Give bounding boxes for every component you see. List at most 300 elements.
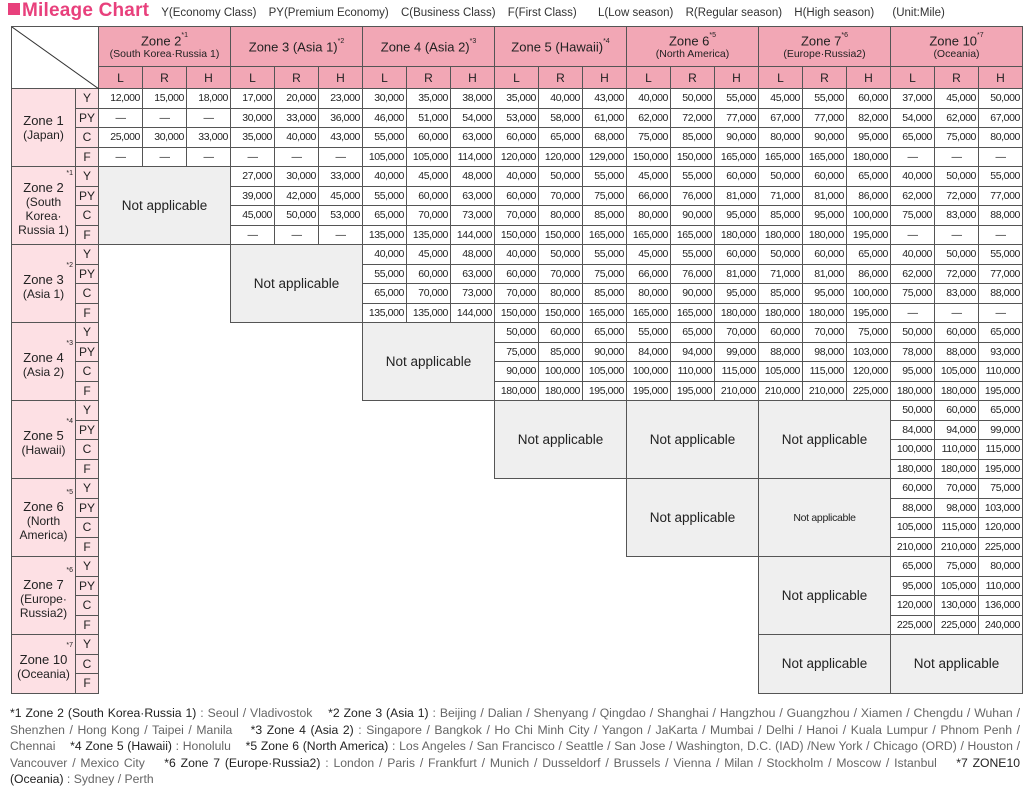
mileage-value: 72,000 [671,108,715,128]
mileage-value: 150,000 [627,147,671,167]
season-header: R [803,67,847,89]
class-label: PY [76,342,99,362]
mileage-value: 150,000 [671,147,715,167]
legend-f: F(First Class) [507,7,577,19]
mileage-value: 90,000 [671,206,715,226]
mileage-value: 80,000 [627,284,671,304]
class-label: F [76,147,99,167]
mileage-value: 83,000 [935,206,979,226]
class-label: F [76,381,99,401]
title-bar [8,0,945,24]
legend-l: L(Low season) [597,7,674,19]
mileage-value: 55,000 [979,245,1023,265]
class-label: Y [76,89,99,109]
mileage-value: 55,000 [583,167,627,187]
mileage-value: 72,000 [935,186,979,206]
footnote-marker: *7 [977,31,984,39]
class-label: C [76,362,99,382]
class-label: C [76,206,99,226]
mileage-value: 86,000 [847,186,891,206]
zone-name: Zone 10 [929,33,978,49]
not-applicable-cell: Not applicable [759,479,891,557]
footnote-marker: *4 [603,38,610,46]
origin-zone-header [12,89,76,167]
mileage-value: 66,000 [627,264,671,284]
empty-region [99,401,495,479]
mileage-value: 67,000 [759,108,803,128]
legend-c: C(Business Class) [400,7,496,19]
mileage-value: 60,000 [715,167,759,187]
mileage-value: 85,000 [759,284,803,304]
mileage-value: 37,000 [891,89,935,109]
mileage-value: 55,000 [363,264,407,284]
mileage-value: 40,000 [891,245,935,265]
mileage-value: 55,000 [671,167,715,187]
mileage-value: 195,000 [979,459,1023,479]
mileage-value: 72,000 [935,264,979,284]
mileage-value: 94,000 [671,342,715,362]
class-label: Y [76,635,99,655]
table-row [12,557,1023,577]
mileage-value: 15,000 [143,89,187,109]
mileage-value: 65,000 [363,284,407,304]
mileage-value: — [143,108,187,128]
not-applicable-cell: Not applicable [495,401,627,479]
mileage-value: 95,000 [847,128,891,148]
mileage-value: 120,000 [495,147,539,167]
mileage-value: 80,000 [979,128,1023,148]
season-header: R [407,67,451,89]
mileage-value: 81,000 [803,186,847,206]
zone-name: Zone 5 (Hawaii) [511,39,604,55]
mileage-value: 39,000 [231,186,275,206]
mileage-value: 210,000 [935,537,979,557]
mileage-value: 50,000 [979,89,1023,109]
mileage-value: 45,000 [759,89,803,109]
footnote-marker: *1 [181,31,189,39]
mileage-value: 55,000 [583,245,627,265]
mileage-value: 77,000 [979,186,1023,206]
mileage-value: 136,000 [979,596,1023,616]
mileage-value: 25,000 [99,128,143,148]
mileage-value: 45,000 [319,186,363,206]
class-label: Y [76,323,99,343]
mileage-value: 103,000 [847,342,891,362]
season-header: L [231,67,275,89]
mileage-value: 60,000 [891,479,935,499]
separator: : [63,772,74,787]
mileage-value: 99,000 [979,420,1023,440]
class-label: PY [76,420,99,440]
mileage-value: 60,000 [407,264,451,284]
mileage-value: 75,000 [627,128,671,148]
mileage-value: 120,000 [891,596,935,616]
mileage-value: 81,000 [803,264,847,284]
mileage-value: 70,000 [935,479,979,499]
mileage-value: 63,000 [451,264,495,284]
mileage-value: 180,000 [847,147,891,167]
mileage-value: 105,000 [407,147,451,167]
not-applicable-cell: Not applicable [891,635,1023,694]
origin-zone-header [12,401,76,479]
zone-column-header [627,27,759,67]
origin-zone-region: (North America) [19,514,68,542]
mileage-value: 195,000 [979,381,1023,401]
empty-region [99,557,759,635]
table-row [12,401,1023,421]
mileage-value: 50,000 [935,245,979,265]
mileage-value: 70,000 [407,284,451,304]
footnote-marker: *5 [709,31,717,39]
origin-zone-header [12,323,76,401]
mileage-value: 55,000 [363,186,407,206]
not-applicable-cell: Not applicable [99,167,231,245]
season-header: H [451,67,495,89]
mileage-value: 40,000 [539,89,583,109]
season-header: L [627,67,671,89]
mileage-value: 80,000 [979,557,1023,577]
mileage-table [11,26,1023,694]
origin-zone-name: Zone 6 [23,499,64,514]
mileage-value: 77,000 [715,108,759,128]
empty-region [99,479,627,557]
mileage-value: 61,000 [583,108,627,128]
footnote-cities: Los Angeles / San Francisco / Seattle / San Jose / Washington, D.C. (IAD) /New York / Chicago (ORD) / Houston / Vancouver / Mexico City [10,739,1021,770]
separator: : [196,706,208,720]
season-header: L [495,67,539,89]
origin-zone-region: (Asia 2) [22,365,65,379]
mileage-value: 43,000 [319,128,363,148]
not-applicable-cell: Not applicable [759,635,891,694]
mileage-value: 90,000 [495,362,539,382]
origin-zone-region: (South Korea· Russia 1) [18,195,69,237]
mileage-value: 45,000 [627,245,671,265]
mileage-value: 63,000 [451,128,495,148]
footnote-heading: *2 Zone 3 (Asia 1) [328,706,429,720]
mileage-value: 55,000 [715,89,759,109]
mileage-value: 114,000 [451,147,495,167]
mileage-value: 86,000 [847,264,891,284]
mileage-value: 50,000 [891,323,935,343]
zone-name: Zone 2 [140,33,182,49]
mileage-value: 195,000 [847,303,891,323]
mileage-value: 180,000 [891,459,935,479]
class-label: C [76,596,99,616]
zone-name: Zone 3 (Asia 1) [248,39,338,55]
mileage-value: 80,000 [759,128,803,148]
zone-name: Zone 7 [800,33,842,49]
mileage-value: 40,000 [627,89,671,109]
class-label: Y [76,401,99,421]
mileage-value: 33,000 [275,108,319,128]
mileage-value: — [891,225,935,245]
mileage-value: 165,000 [715,147,759,167]
mileage-value: — [935,147,979,167]
mileage-value: 50,000 [759,167,803,187]
mileage-value: 75,000 [891,206,935,226]
mileage-value: 120,000 [979,518,1023,538]
footnote-cities: Beijing / Dalian / Shenyang / Qingdao / Shanghai / Hangzhou / Guangzhou / Xiamen / Chengdu / Wuhan / Shenzhen / Hong Kong / Taipei / Manila [10,706,1020,737]
footnote-cities: Singapore / Bangkok / Ho Chi Minh City / Yangon / JaKarta / Mumbai / Delhi / Hanoi / Kuala Lumpur / Phnom Penh / Chennai [10,722,1021,754]
zone-column-header [363,27,495,67]
mileage-value: 225,000 [979,537,1023,557]
origin-zone-header [12,245,76,323]
origin-zone-header [12,167,76,245]
mileage-value: 46,000 [363,108,407,128]
origin-zone-region: (Asia 1) [22,287,65,301]
mileage-value: 80,000 [627,206,671,226]
season-header: H [319,67,363,89]
table-row [12,635,1023,655]
mileage-value: 20,000 [275,89,319,109]
mileage-value: 45,000 [231,206,275,226]
mileage-value: 48,000 [451,167,495,187]
mileage-value: 63,000 [451,186,495,206]
mileage-value: 81,000 [715,186,759,206]
mileage-value: 77,000 [803,108,847,128]
zone-column-header [99,27,231,67]
mileage-value: 30,000 [363,89,407,109]
mileage-value: 38,000 [451,89,495,109]
footnote-cities: London / Paris / Frankfurt / Munich / Dusseldorf / Brussels / Vienna / Milan / Stockholm / Moscow / Istanbul [333,755,937,770]
class-label: C [76,518,99,538]
mileage-value: 27,000 [231,167,275,187]
footnote-marker: *2 [337,38,345,46]
zone-footnotes [10,705,1020,788]
mileage-value: 71,000 [759,264,803,284]
footnote-marker: *6 [66,567,73,574]
mileage-value: 50,000 [671,89,715,109]
mileage-value: 70,000 [715,323,759,343]
mileage-value: 165,000 [671,225,715,245]
mileage-value: 60,000 [803,167,847,187]
mileage-value: 98,000 [935,498,979,518]
mileage-value: 100,000 [891,440,935,460]
mileage-value: 54,000 [451,108,495,128]
mileage-value: 55,000 [803,89,847,109]
mileage-value: 70,000 [495,206,539,226]
mileage-value: 165,000 [627,303,671,323]
footnote-cities: Honolulu [182,739,231,754]
mileage-value: 45,000 [407,245,451,265]
mileage-value: 85,000 [759,206,803,226]
mileage-value: 105,000 [891,518,935,538]
footnote-cities: Sydney / Perth [73,772,154,787]
mileage-value: 165,000 [671,303,715,323]
mileage-value: 30,000 [231,108,275,128]
mileage-value: 195,000 [671,381,715,401]
season-header: H [715,67,759,89]
not-applicable-cell: Not applicable [627,401,759,479]
mileage-value: 66,000 [627,186,671,206]
mileage-value: 129,000 [583,147,627,167]
mileage-value: 73,000 [451,284,495,304]
mileage-value: 85,000 [671,128,715,148]
mileage-value: 45,000 [407,167,451,187]
footnote-heading: *1 Zone 2 (South Korea·Russia 1) [10,706,197,720]
mileage-value: 90,000 [583,342,627,362]
mileage-value: 100,000 [627,362,671,382]
mileage-value: 70,000 [495,284,539,304]
mileage-value: 75,000 [891,284,935,304]
mileage-value: 180,000 [759,225,803,245]
mileage-value: 40,000 [275,128,319,148]
mileage-value: — [99,108,143,128]
mileage-value: 40,000 [495,245,539,265]
mileage-value: 50,000 [495,323,539,343]
mileage-value: 30,000 [143,128,187,148]
mileage-value: 180,000 [803,225,847,245]
mileage-value: 50,000 [275,206,319,226]
mileage-value: 75,000 [583,186,627,206]
mileage-value: 240,000 [979,615,1023,635]
mileage-value: 88,000 [979,284,1023,304]
page-title-text: Mileage Chart [22,0,150,21]
mileage-value: 165,000 [803,147,847,167]
mileage-value: 180,000 [935,459,979,479]
mileage-value: 17,000 [231,89,275,109]
class-label: PY [76,498,99,518]
mileage-value: 80,000 [539,206,583,226]
zone-region: (Europe·Russia2) [783,48,866,61]
class-label: Y [76,167,99,187]
mileage-value: — [275,225,319,245]
class-season-legend [161,7,945,19]
origin-zone-name: Zone 2 [23,180,64,195]
mileage-value: 84,000 [627,342,671,362]
mileage-value: 144,000 [451,225,495,245]
legend-r: R(Regular season) [685,7,783,19]
class-label: F [76,459,99,479]
mileage-value: 90,000 [715,128,759,148]
mileage-value: — [99,147,143,167]
mileage-value: 55,000 [979,167,1023,187]
mileage-value: 75,000 [847,323,891,343]
footnote-marker: *4 [66,418,73,425]
footnote-marker: *6 [841,31,849,39]
mileage-value: 50,000 [539,167,583,187]
separator: : [428,706,440,720]
mileage-value: 165,000 [759,147,803,167]
mileage-value: 95,000 [715,206,759,226]
mileage-value: 95,000 [715,284,759,304]
class-label: Y [76,479,99,499]
mileage-value: 88,000 [935,342,979,362]
mileage-value: 55,000 [671,245,715,265]
not-applicable-cell: Not applicable [759,557,891,635]
mileage-value: 115,000 [935,518,979,538]
season-header: L [99,67,143,89]
mileage-value: 43,000 [583,89,627,109]
class-label: PY [76,186,99,206]
class-label: F [76,674,99,694]
not-applicable-cell: Not applicable [627,479,759,557]
mileage-value: 35,000 [231,128,275,148]
mileage-value: — [935,225,979,245]
mileage-value: 45,000 [935,89,979,109]
mileage-value: 85,000 [539,342,583,362]
table-row [12,167,1023,187]
origin-zone-region: (Europe· Russia2) [19,592,68,620]
mileage-value: 225,000 [891,615,935,635]
mileage-value: 65,000 [891,557,935,577]
zone-name: Zone 6 [668,33,710,49]
corner-cell [12,27,99,89]
mileage-value: 54,000 [891,108,935,128]
mileage-value: 75,000 [583,264,627,284]
mileage-value: 77,000 [979,264,1023,284]
mileage-value: 110,000 [671,362,715,382]
table-row [12,89,1023,109]
mileage-value: 225,000 [847,381,891,401]
mileage-value: — [979,225,1023,245]
mileage-value: 60,000 [495,264,539,284]
mileage-value: 50,000 [759,245,803,265]
mileage-value: 130,000 [935,596,979,616]
class-label: PY [76,264,99,284]
footnote-marker: *3 [469,38,477,46]
mileage-value: 60,000 [847,89,891,109]
mileage-value: 50,000 [935,167,979,187]
footnote-marker: *1 [66,170,73,177]
mileage-value: 95,000 [803,206,847,226]
mileage-value: 36,000 [319,108,363,128]
mileage-value: 73,000 [451,206,495,226]
mileage-value: — [143,147,187,167]
season-header: R [275,67,319,89]
mileage-value: 68,000 [583,128,627,148]
zone-region: (Oceania) [933,48,980,61]
season-header: L [891,67,935,89]
mileage-value: 180,000 [539,381,583,401]
mileage-value: 53,000 [319,206,363,226]
mileage-value: — [187,108,231,128]
mileage-value: 60,000 [495,186,539,206]
class-label: F [76,303,99,323]
mileage-value: 110,000 [935,440,979,460]
mileage-value: 40,000 [891,167,935,187]
season-header: R [143,67,187,89]
mileage-value: — [275,147,319,167]
mileage-value: — [979,303,1023,323]
mileage-value: 105,000 [935,576,979,596]
mileage-value: 180,000 [935,381,979,401]
mileage-value: 150,000 [495,225,539,245]
mileage-value: 62,000 [891,186,935,206]
mileage-value: 180,000 [803,303,847,323]
mileage-value: 23,000 [319,89,363,109]
footnote-marker: *3 [66,340,73,347]
mileage-value: 110,000 [979,576,1023,596]
unit-label: (Unit:Mile) [892,7,945,19]
mileage-value: 144,000 [451,303,495,323]
season-header: H [979,67,1023,89]
mileage-value: 105,000 [935,362,979,382]
separator: : [353,722,367,737]
table-row [12,245,1023,265]
mileage-value: 48,000 [451,245,495,265]
mileage-value: — [319,225,363,245]
mileage-value: 83,000 [935,284,979,304]
mileage-value: 65,000 [979,401,1023,421]
mileage-value: 95,000 [891,576,935,596]
mileage-value: 40,000 [495,167,539,187]
mileage-value: 195,000 [583,381,627,401]
mileage-value: 88,000 [891,498,935,518]
not-applicable-cell: Not applicable [231,245,363,323]
mileage-value: 76,000 [671,264,715,284]
season-header: H [583,67,627,89]
